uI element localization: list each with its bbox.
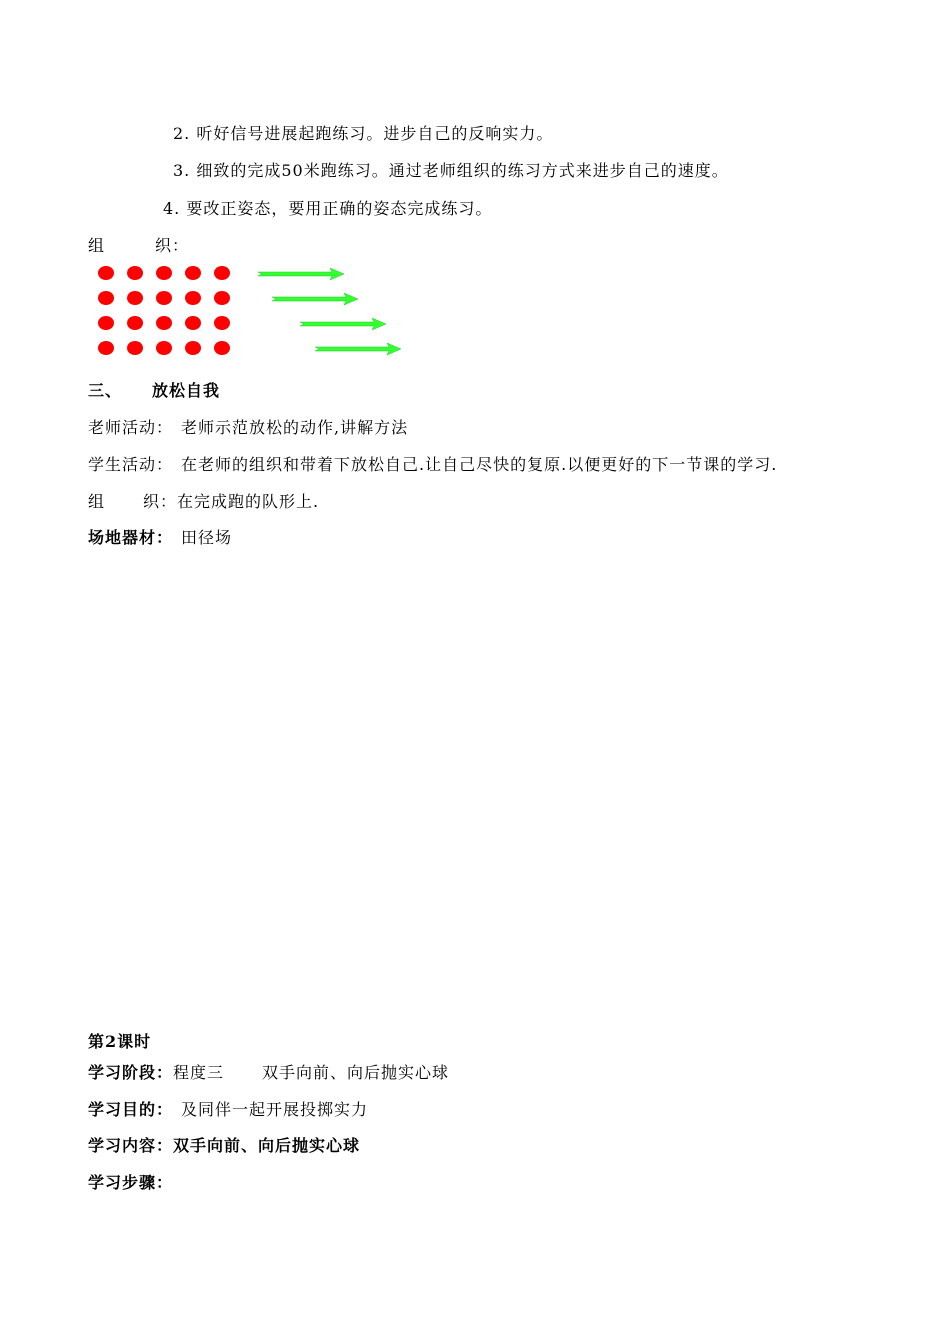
section-three-number: 三、 <box>88 381 123 400</box>
section-three-organization <box>88 492 319 512</box>
student-activity-text: 在老师的组织和带着下放松自己.让自己尽快的复原.以便更好的下一节课的学习. <box>181 455 778 474</box>
learning-steps-label: 学习步骤： <box>88 1173 174 1192</box>
learning-goal <box>88 1100 368 1120</box>
formation-dot <box>214 316 230 330</box>
organization-label-part-b: 织： <box>143 492 178 511</box>
formation-dot <box>98 291 114 305</box>
learning-stage-label: 学习阶段： <box>88 1063 174 1082</box>
venue-text: 田径场 <box>181 528 233 547</box>
organization-label-part-b: 织： <box>155 236 190 255</box>
formation-arrow <box>315 343 401 355</box>
formation-dot <box>185 316 201 330</box>
formation-dot <box>214 266 230 280</box>
organization-label-part-a: 组 <box>88 236 106 255</box>
formation-dot <box>214 341 230 355</box>
formation-dot <box>156 266 172 280</box>
organization-label <box>88 236 189 256</box>
section-three-heading <box>88 381 220 401</box>
step-2-text: 2. 听好信号进展起跑练习。进步自己的反响实力。 <box>173 124 554 143</box>
formation-dot <box>127 316 143 330</box>
section-three-title: 放松自我 <box>152 381 221 400</box>
student-activity-label: 学生活动： <box>88 455 174 474</box>
learning-goal-text: 及同伴一起开展投掷实力 <box>181 1100 369 1119</box>
organization-label-part-a: 组 <box>88 492 106 511</box>
step-3-text: 3. 细致的完成50米跑练习。通过老师组织的练习方式来进步自己的速度。 <box>173 161 729 180</box>
formation-dot <box>156 291 172 305</box>
formation-arrow <box>300 318 386 330</box>
teacher-activity-label: 老师活动： <box>88 418 174 437</box>
formation-dot <box>98 266 114 280</box>
formation-dot <box>98 341 114 355</box>
formation-dot <box>98 316 114 330</box>
formation-dot <box>127 291 143 305</box>
teacher-activity <box>88 418 408 438</box>
formation-dot <box>185 266 201 280</box>
formation-dot <box>214 291 230 305</box>
learning-content <box>88 1136 360 1156</box>
formation-arrow <box>258 268 344 280</box>
formation-dot <box>156 341 172 355</box>
lesson-two-heading: 第2课时 <box>88 1032 152 1051</box>
formation-dot <box>185 291 201 305</box>
formation-arrow <box>272 293 358 305</box>
learning-stage <box>88 1063 449 1083</box>
learning-goal-label: 学习目的： <box>88 1100 174 1119</box>
venue-label: 场地器材： <box>88 528 174 547</box>
student-activity <box>88 455 777 475</box>
step-4-text: 4. 要改正姿态，要用正确的姿态完成练习。 <box>163 199 493 218</box>
formation-dot <box>185 341 201 355</box>
organization-text: 在完成跑的队形上. <box>177 492 320 511</box>
learning-content-text: 双手向前、向后抛实心球 <box>173 1136 361 1155</box>
learning-stage-level: 程度三 <box>173 1063 225 1082</box>
learning-content-label: 学习内容： <box>88 1136 174 1155</box>
learning-stage-text: 双手向前、向后抛实心球 <box>262 1063 450 1082</box>
formation-dot <box>127 266 143 280</box>
formation-arrows <box>250 262 450 362</box>
venue-equipment <box>88 528 232 548</box>
formation-dot <box>127 341 143 355</box>
formation-dot <box>156 316 172 330</box>
teacher-activity-text: 老师示范放松的动作,讲解方法 <box>181 418 409 437</box>
